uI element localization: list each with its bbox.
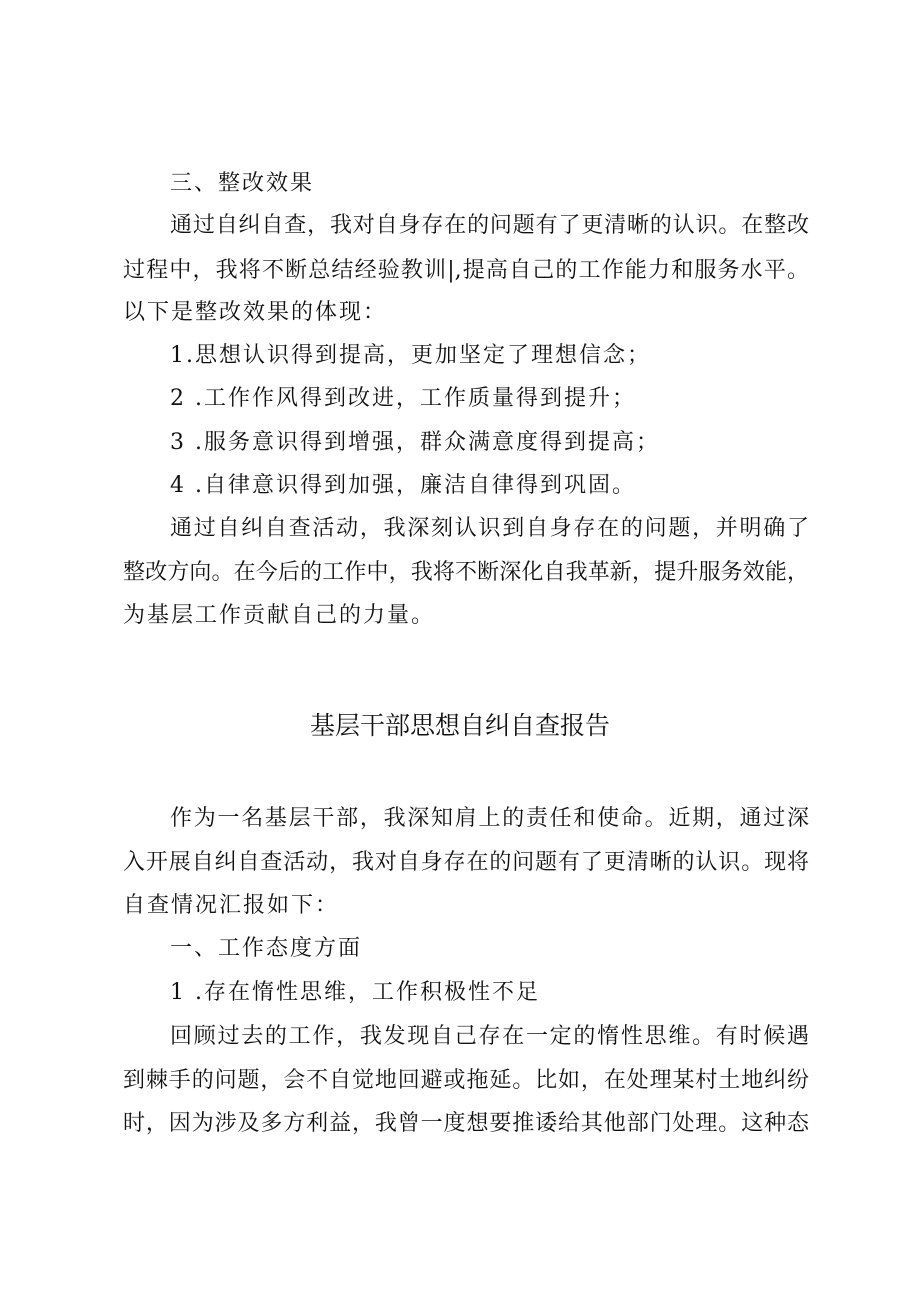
list-item: 1.思想认识得到提高，更加坚定了理想信念； [170, 343, 651, 368]
paragraph-line: 过程中，我将不断总结经验教训|,提高自己的工作能力和服务水平。 [123, 258, 809, 283]
paragraph-line: 时，因为涉及多方利益，我曾一度想要推诿给其他部门处理。这种态 [123, 1111, 809, 1136]
paragraph-line: 通过自纠自查活动，我深刻认识到自身存在的问题，并明确了 [170, 516, 809, 541]
paragraph-line: 通过自纠自查，我对自身存在的问题有了更清晰的认识。在整改 [170, 213, 809, 238]
list-item: 2 .工作作风得到改进，工作质量得到提升； [170, 386, 636, 411]
paragraph-line: 到棘手的问题，会不自觉地回避或拖延。比如，在处理某村土地纠纷 [123, 1068, 809, 1093]
paragraph-line: 自查情况汇报如下： [123, 893, 340, 918]
paragraph-line: 回顾过去的工作，我发现自己存在一定的惰性思维。有时候遇 [170, 1024, 809, 1049]
paragraph-line: 作为一名基层干部，我深知肩上的责任和使命。近期，通过深 [170, 806, 809, 831]
list-item: 4 .自律意识得到加强，廉洁自律得到巩固。 [170, 473, 636, 498]
report-title: 基层干部思想自纠自查报告 [309, 711, 610, 740]
subsection-heading: 1 .存在惰性思维，工作积极性不足 [170, 980, 540, 1005]
paragraph-line: 整改方向。在今后的工作中，我将不断深化自我革新，提升服务效能， [123, 560, 809, 585]
paragraph-line: 入开展自纠自查活动，我对自身存在的问题有了更清晰的认识。现将 [123, 850, 809, 875]
paragraph-line: 以下是整改效果的体现： [123, 300, 388, 325]
section-heading-3: 三、整改效果 [170, 171, 315, 196]
list-item: 3 .服务意识得到增强，群众满意度得到提高； [170, 430, 660, 455]
section-heading-1: 一、工作态度方面 [170, 936, 363, 961]
paragraph-line: 为基层工作贡献自己的力量。 [123, 603, 436, 628]
